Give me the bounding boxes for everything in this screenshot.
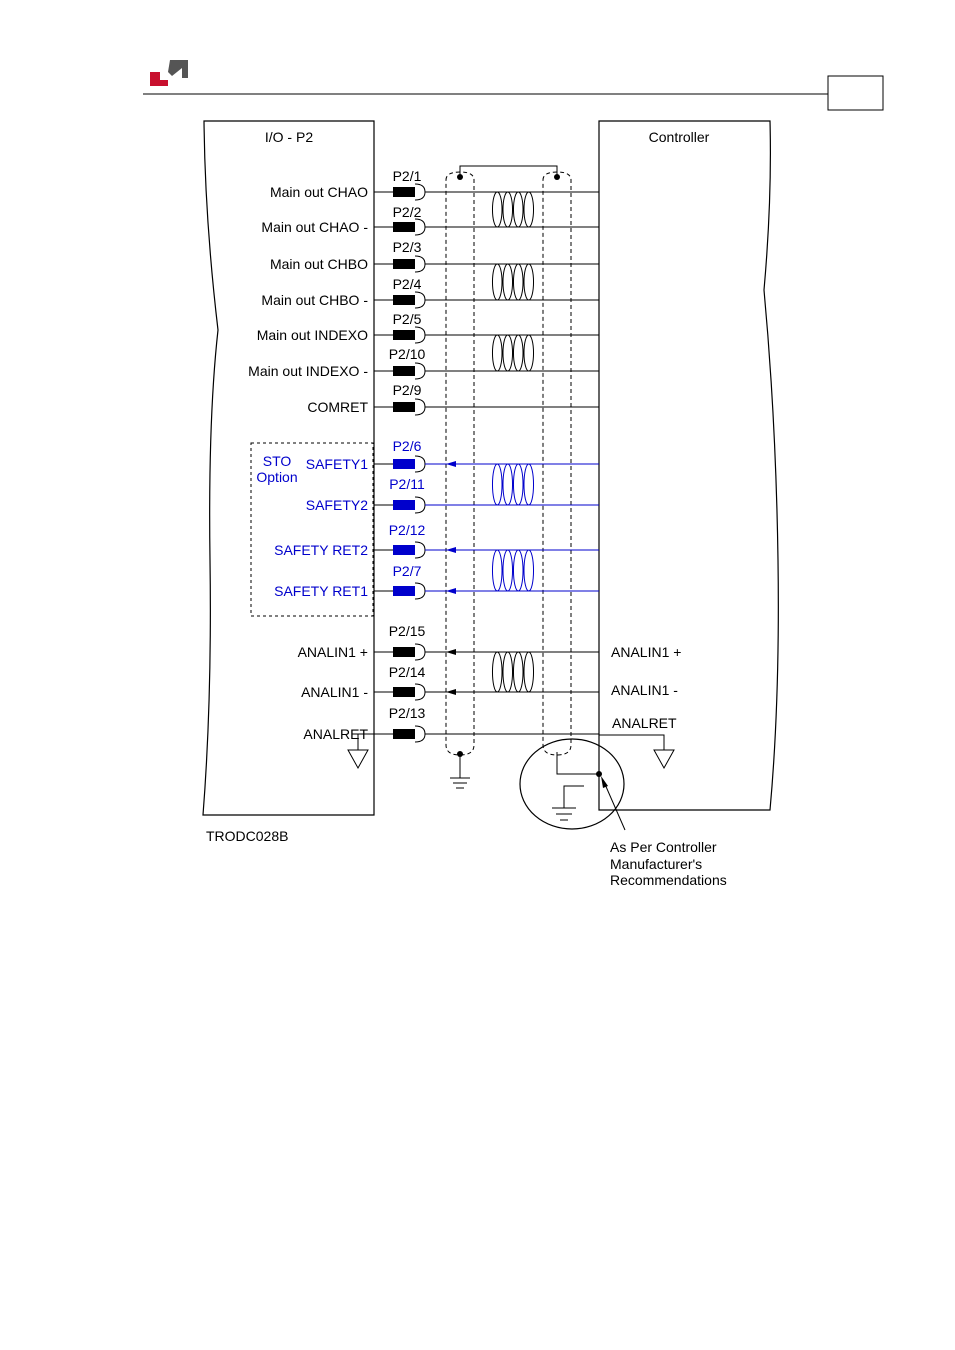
signal-row-p2-2 — [261, 204, 599, 235]
signal-label-p2-3: Main out CHBO — [269, 256, 368, 272]
twisted-pair-3 — [492, 335, 533, 371]
pin-label-p2-10: P2/10 — [388, 346, 426, 362]
signal-row-p2-10 — [248, 346, 599, 379]
arrow-p2-12 — [446, 547, 456, 553]
pin-contact-p2-9 — [393, 402, 415, 412]
figure-id: TRODC028B — [206, 828, 289, 844]
pin-socket-p2-4 — [415, 292, 425, 308]
pin-socket-p2-10 — [415, 363, 425, 379]
pin-label-p2-15: P2/15 — [388, 623, 426, 639]
signal-label-p2-4: Main out CHBO - — [261, 292, 368, 308]
signal-row-p2-9 — [307, 382, 599, 415]
pin-contact-p2-6 — [393, 459, 415, 469]
pin-socket-p2-9 — [415, 399, 425, 415]
pin-socket-p2-7 — [415, 583, 425, 599]
arrow-p2-14 — [446, 689, 456, 695]
signal-label-p2-5: Main out INDEXO — [256, 327, 368, 343]
signal-label-p2-1: Main out CHAO — [269, 184, 368, 200]
controller-analret-wire — [599, 735, 664, 750]
signal-label-p2-7: SAFETY RET1 — [274, 583, 368, 599]
io-ground-symbol — [348, 750, 368, 768]
recommended-ground-symbol — [552, 808, 576, 820]
recommendation-circle — [520, 739, 624, 829]
signal-row-p2-4 — [261, 276, 599, 308]
controller-label-analret: ANALRET — [612, 715, 677, 731]
signal-label-p2-14: ANALIN1 - — [301, 684, 368, 700]
pin-label-p2-5: P2/5 — [392, 311, 422, 327]
pin-label-p2-3: P2/3 — [392, 239, 422, 255]
pin-socket-p2-13 — [415, 726, 425, 742]
shield-ground-symbol — [450, 778, 470, 788]
signal-row-p2-3 — [270, 239, 599, 272]
twisted-pair-5 — [492, 550, 533, 591]
pin-label-p2-13: P2/13 — [388, 705, 426, 721]
recommendation-note-3: Recommendations — [610, 872, 727, 888]
pin-contact-p2-13 — [393, 729, 415, 739]
pin-contact-p2-1 — [393, 187, 415, 197]
pin-label-p2-11: P2/11 — [389, 476, 425, 492]
shield-bridge — [460, 166, 557, 177]
signal-row-p2-7 — [274, 563, 599, 599]
pin-contact-p2-7 — [393, 586, 415, 596]
arrow-p2-15 — [446, 649, 456, 655]
controller-title: Controller — [648, 129, 710, 145]
pin-contact-p2-4 — [393, 295, 415, 305]
signal-row-p2-14 — [301, 664, 599, 700]
pin-contact-p2-3 — [393, 259, 415, 269]
io-p2-title: I/O - P2 — [264, 129, 314, 145]
signal-row-p2-12 — [274, 522, 599, 558]
pin-socket-p2-12 — [415, 542, 425, 558]
signal-rows — [248, 168, 599, 742]
pin-socket-p2-6 — [415, 456, 425, 472]
pin-label-p2-9: P2/9 — [392, 382, 422, 398]
pin-contact-p2-14 — [393, 687, 415, 697]
pin-label-p2-1: P2/1 — [392, 168, 422, 184]
signal-label-p2-10: Main out INDEXO - — [248, 363, 368, 379]
twisted-pair-6 — [492, 652, 533, 692]
shield-node-top-right — [554, 174, 560, 180]
signal-label-p2-11: SAFETY2 — [305, 497, 368, 513]
pin-socket-p2-5 — [415, 327, 425, 343]
controller-label-analin-minus: ANALIN1 - — [611, 682, 678, 698]
recommendation-note-1: As Per Controller — [610, 839, 717, 855]
pin-socket-p2-1 — [415, 184, 425, 200]
pin-socket-p2-11 — [415, 497, 425, 513]
arrow-p2-6 — [446, 461, 456, 467]
signal-row-p2-13 — [303, 705, 599, 742]
controller-block — [599, 121, 778, 810]
pin-socket-p2-3 — [415, 256, 425, 272]
page-number-box — [828, 76, 883, 110]
signal-label-p2-2: Main out CHAO - — [261, 219, 368, 235]
signal-label-p2-13: ANALRET — [303, 726, 368, 742]
controller-ground-symbol — [654, 750, 674, 768]
pin-contact-p2-12 — [393, 545, 415, 555]
pin-socket-p2-14 — [415, 684, 425, 700]
note-leader-arrow — [601, 776, 608, 788]
recommended-ground-link — [557, 752, 599, 774]
twisted-pair-2 — [492, 264, 533, 300]
sto-option-label: STO Option — [256, 453, 298, 485]
pin-label-p2-2: P2/2 — [392, 204, 422, 220]
pin-label-p2-7: P2/7 — [392, 563, 422, 579]
signal-row-p2-15 — [298, 623, 599, 660]
twisted-pair-4 — [492, 464, 533, 505]
pin-contact-p2-2 — [393, 222, 415, 232]
signal-label-p2-12: SAFETY RET2 — [274, 542, 368, 558]
recommendation-note-2: Manufacturer's — [610, 856, 703, 872]
signal-label-p2-15: ANALIN1 + — [297, 644, 368, 660]
signal-label-p2-9: COMRET — [307, 399, 368, 415]
pin-contact-p2-11 — [393, 500, 415, 510]
twisted-pair-1 — [492, 192, 533, 227]
pin-contact-p2-5 — [393, 330, 415, 340]
pin-label-p2-6: P2/6 — [392, 438, 422, 454]
pin-contact-p2-10 — [393, 366, 415, 376]
pin-socket-p2-2 — [415, 219, 425, 235]
signal-row-p2-11 — [306, 476, 599, 513]
twisted-pairs — [492, 192, 533, 692]
pin-socket-p2-15 — [415, 644, 425, 660]
recommended-ground-node — [596, 771, 602, 777]
company-logo — [150, 60, 188, 86]
pin-label-p2-14: P2/14 — [388, 664, 426, 680]
signal-row-p2-5 — [257, 311, 599, 343]
arrow-p2-7 — [446, 588, 456, 594]
pin-label-p2-4: P2/4 — [392, 276, 422, 292]
pin-contact-p2-15 — [393, 647, 415, 657]
controller-label-analin-plus: ANALIN1 + — [611, 644, 682, 660]
recommended-ground-wire — [564, 786, 584, 808]
signal-label-p2-6: SAFETY1 — [305, 456, 368, 472]
pin-label-p2-12: P2/12 — [388, 522, 426, 538]
shield-node-top-left — [457, 174, 463, 180]
note-leader — [604, 782, 625, 830]
